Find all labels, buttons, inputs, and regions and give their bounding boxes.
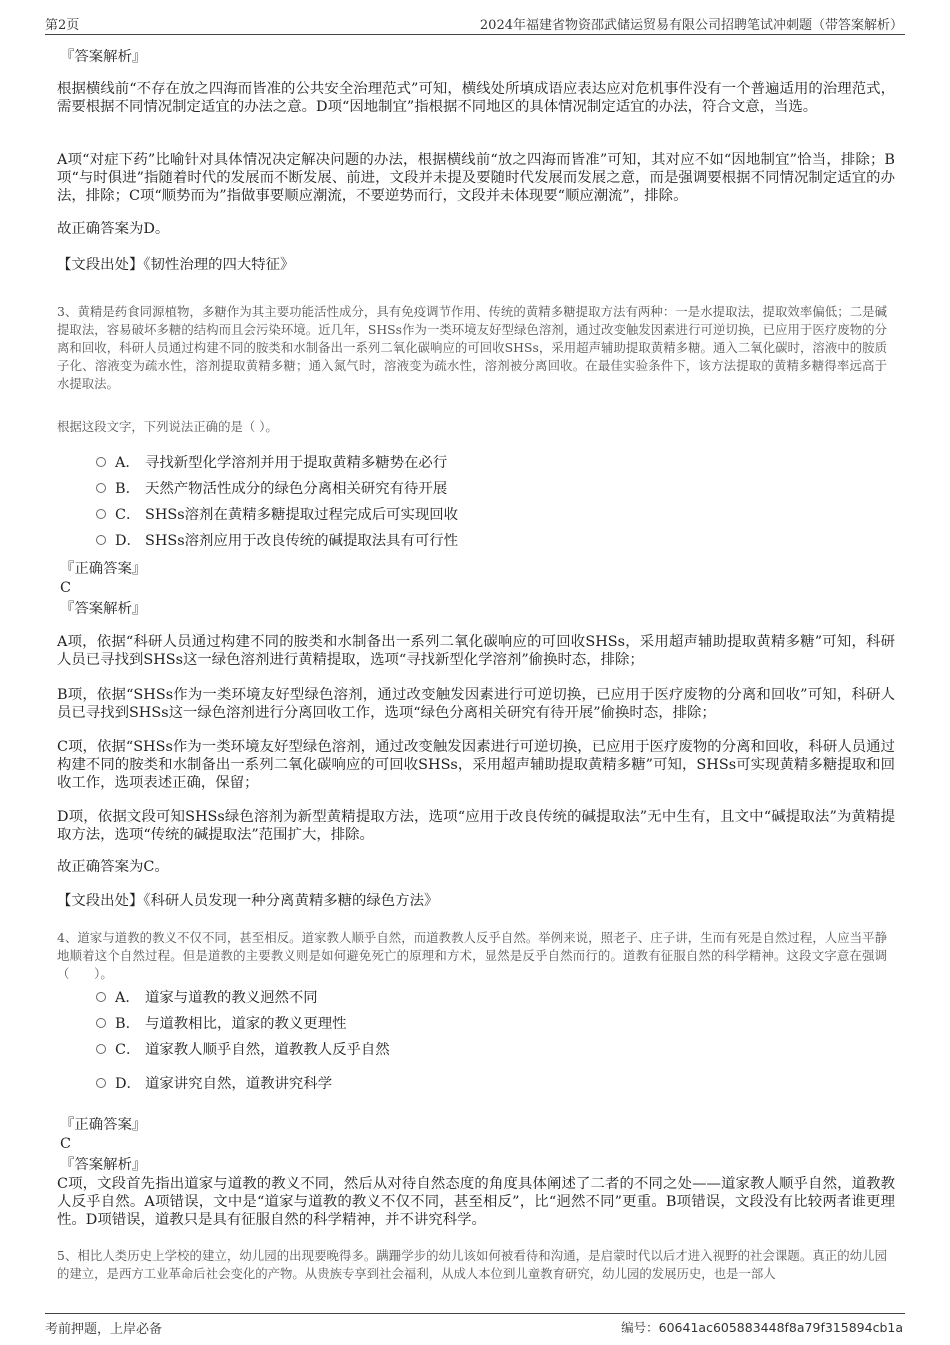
question-stem: 4、道家与道教的教义不仅不同，甚至相反。道家教人顺乎自然，而道教教人反乎自然。举例来说，照老子、庄子讲，生而有死是自然过程，人应当平静地顺着这个自然过程。但是道教的主要教义则是如何避免死亡的原理和方术，显然是反乎自然而行的。道教有征服自然的科学精神。这段文字意在强调（ ）。 (57, 930, 887, 981)
radio-icon[interactable] (96, 509, 106, 519)
page-header (45, 14, 905, 35)
document-id: 编号：60641ac605883448f8a79f315894cb1a (621, 1320, 903, 1335)
radio-icon[interactable] (96, 1078, 106, 1088)
source-citation: 【文段出处】《韧性治理的四大特征》 (57, 257, 295, 273)
correct-answer: C (60, 580, 72, 596)
radio-icon[interactable] (96, 457, 106, 467)
radio-icon[interactable] (96, 535, 106, 545)
question-stem: 5、相比人类历史上学校的建立，幼儿园的出现要晚得多。蹒跚学步的幼儿该如何被看待和沟通，是启蒙时代以后才进入视野的社会课题。真正的幼儿园的建立，是西方工业革命后社会变化的产物。从贵族专享到社会福利，从成人本位到儿童教育研究，幼儿园的发展历史，也是一部人 (57, 1248, 887, 1281)
analysis-paragraph: A项，依据“科研人员通过构建不同的胺类和水制备出一系列二氧化碳响应的可回收SHSs，采用超声辅助提取黄精多糖”可知，科研人员已寻找到SHSs这一绿色溶剂进行黄精提取，选项“寻找新型化学溶剂”偷换时态，排除； (57, 634, 895, 668)
document-title: 2024年福建省物资邵武储运贸易有限公司招聘笔试冲刺题（带答案解析） (479, 18, 903, 33)
option-c[interactable]: C． 道家教人顺乎自然，道教教人反乎自然 (96, 1040, 390, 1060)
option-d[interactable]: D． 道家讲究自然，道教讲究科学 (96, 1074, 332, 1094)
analysis-label: 『答案解析』 (60, 601, 147, 617)
option-a[interactable]: A． 寻找新型化学溶剂并用于提取黄精多糖势在必行 (96, 453, 447, 473)
analysis-label: 『答案解析』 (60, 49, 147, 65)
radio-icon[interactable] (96, 992, 106, 1002)
conclusion: 故正确答案为D。 (57, 221, 170, 237)
page-number: 第2页 (45, 18, 80, 33)
option-d[interactable]: D． SHSs溶剂应用于改良传统的碱提取法具有可行性 (96, 531, 458, 551)
option-c[interactable]: C． SHSs溶剂在黄精多糖提取过程完成后可实现回收 (96, 505, 458, 525)
option-a[interactable]: A． 道家与道教的教义迥然不同 (96, 988, 318, 1008)
footer-slogan: 考前押题，上岸必备 (45, 1322, 163, 1337)
source-citation: 【文段出处】《科研人员发现一种分离黄精多糖的绿色方法》 (57, 893, 439, 909)
radio-icon[interactable] (96, 483, 106, 493)
analysis-paragraph: A项“对症下药”比喻针对具体情况决定解决问题的办法，根据横线前“放之四海而皆准”可知，其对应不如“因地制宜”恰当，排除；B项“与时俱进”指随着时代的发展而不断发展、前进，文段并未提及要随时代发展而发展之意，而是强调要根据不同情况制定适宜的办法，排除；C项“顺势而为”指做事要顺应潮流，不要逆势而行，文段并未体现要“顺应潮流”，排除。 (57, 152, 895, 204)
correct-answer-label: 『正确答案』 (60, 561, 147, 577)
analysis-paragraph: D项，依据文段可知SHSs绿色溶剂为新型黄精提取方法，选项“应用于改良传统的碱提取法”无中生有，且文中“碱提取法”为黄精提取方法，选项“传统的碱提取法”范围扩大，排除。 (57, 809, 895, 843)
analysis-paragraph: C项，文段首先指出道家与道教的教义不同，然后从对待自然态度的角度具体阐述了二者的不同之处——道家教人顺乎自然，道教教人反乎自然。A项错误，文中是“道家与道教的教义不仅不同，甚至相反”，比“迥然不同”更重。B项错误，文段没有比较两者谁更理性。D项错误，道教只是具有征服自然的科学精神，并不讲究科学。 (57, 1176, 895, 1228)
radio-icon[interactable] (96, 1044, 106, 1054)
correct-answer-label: 『正确答案』 (60, 1117, 147, 1133)
analysis-paragraph: B项，依据“SHSs作为一类环境友好型绿色溶剂，通过改变触发因素进行可逆切换，已应用于医疗废物的分离和回收”可知，科研人员已寻找到SHSs这一绿色溶剂进行分离回收工作，选项“绿色分离相关研究有待开展”偷换时态，排除； (57, 687, 895, 721)
radio-icon[interactable] (96, 1018, 106, 1028)
option-b[interactable]: B． 与道教相比，道家的教义更理性 (96, 1014, 346, 1034)
option-b[interactable]: B． 天然产物活性成分的绿色分离相关研究有待开展 (96, 479, 447, 499)
conclusion: 故正确答案为C。 (57, 859, 169, 875)
correct-answer: C (60, 1136, 72, 1152)
analysis-paragraph: C项，依据“SHSs作为一类环境友好型绿色溶剂，通过改变触发因素进行可逆切换，已应用于医疗废物的分离和回收，科研人员通过构建不同的胺类和水制备出一系列二氧化碳响应的可回收SHSs，采用超声辅助提取黄精多糖”可知，SHSs可实现黄精多糖提取和回收工作，选项表述正确，保留； (57, 739, 895, 791)
question-stem: 3、黄精是药食同源植物，多糖作为其主要功能活性成分，具有免疫调节作用、传统的黄精多糖提取方法有两种：一是水提取法，提取效率偏低；二是碱提取法，容易破坏多糖的结构而且会污染环境。近几年，SHSs作为一类环境友好型绿色溶剂，通过改变触发因素进行可逆切换，已应用于医疗废物的分离和回收，科研人员通过构建不同的胺类和水制备出一系列二氧化碳响应的可回收SHSs，采用超声辅助提取黄精多糖。通入二氧化碳时，溶液中的胺质子化、溶液变为疏水性，溶剂提取黄精多糖；通入氮气时，溶液变为疏水性，溶剂被分离回收。在最佳实验条件下，该方法提取的黄精多糖得率远高于水提取法。 (57, 304, 887, 391)
analysis-label: 『答案解析』 (60, 1157, 147, 1173)
page-footer (45, 1313, 905, 1337)
question-prompt: 根据这段文字，下列说法正确的是（ ）。 (57, 419, 278, 434)
analysis-paragraph: 根据横线前“不存在放之四海而皆准的公共安全治理范式”可知，横线处所填成语应表达应对危机事件没有一个普遍适用的治理范式，需要根据不同情况制定适宜的办法之意。D项“因地制宜”指根据不同地区的具体情况制定适宜的办法，符合文意，当选。 (57, 81, 895, 115)
